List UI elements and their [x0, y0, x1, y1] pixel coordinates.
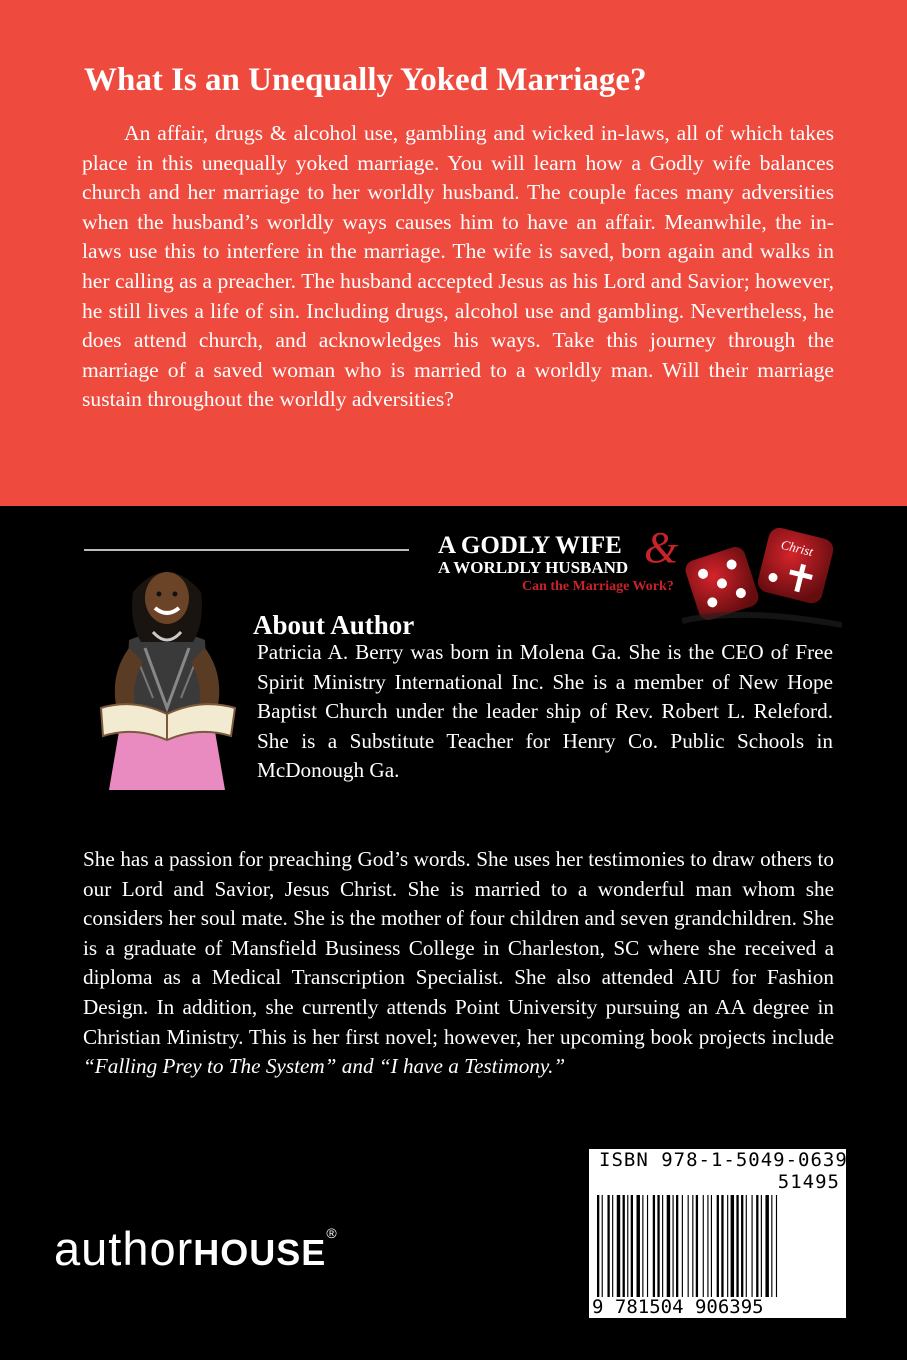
ean-digits: 9 781504 906395: [592, 1296, 764, 1318]
author-photo: [93, 558, 241, 790]
die-left: [683, 544, 761, 622]
book-title-testimony: “I have a Testimony.”: [378, 1054, 566, 1079]
back-cover-top-panel: [0, 0, 907, 506]
blurb-text: An affair, drugs & alcohol use, gambling and wicked in-laws, all of which takes place in this unequally yoked marriage. You will learn how a Godly wife balances church and her marriage to her worldly husband. The couple faces many adversities when the husband’s worldly ways causes him to have an affair. Meanwhile, the in-laws use this to interfere in the marriage. The wife is saved, born again and walks in her calling as a preacher. The husband accepted Jesus as his Lord and Savior; however, he still lives a life of sin. Including drugs, alcohol use and gambling. Nevertheless, he does attend church, and acknowledges his ways. Take this journey through the marriage of a saved woman who is married to a worldly man. Will their marriage sustain throughout the worldly adversities?: [82, 121, 834, 412]
publisher-name-house: HOUSE: [193, 1232, 327, 1273]
title-tagline: Can the Marriage Work?: [522, 579, 674, 594]
title-line-godly-wife: A GODLY WIFE: [438, 532, 622, 559]
registered-mark: ®: [326, 1225, 337, 1241]
about-author-heading: About Author: [253, 610, 415, 640]
divider-line: [84, 549, 409, 551]
book-title-conjunction: and: [336, 1054, 379, 1079]
author-bio-part1: Patricia A. Berry was born in Molena Ga. She is the CEO of Free Spirit Ministry International Inc. She is a member of New Hope Baptist Church under the leader ship of Rev. Robert L. Releford. She is a Substitute Teacher for Henry Co. Public Schools in McDonough Ga.: [257, 640, 833, 783]
author-bio-part2: [83, 845, 834, 1082]
die-christ-label: Christ: [779, 536, 815, 560]
title-line-worldly-husband: A WORLDLY HUSBAND: [438, 558, 629, 577]
price-code: 51495: [777, 1171, 840, 1193]
book-title-logo: [438, 523, 698, 652]
author-bio-text: She has a passion for preaching God’s words. She uses her testimonies to draw others to our Lord and Savior, Jesus Christ. She is married to a wonderful man whom she considers her soul mate. She is the mother of four children and seven grandchildren. She is a graduate of Mansfield Business College in Charleston, SC where she received a diploma as a Medical Transcription Specialist. She also attended AIU for Fashion Design. In addition, she currently attends Point University pursuing an AA degree in Christian Ministry. This is her first novel; however, her upcoming book projects include: [83, 847, 834, 1049]
blurb-heading: What Is an Unequally Yoked Marriage?: [84, 62, 647, 98]
publisher-logo: [54, 1221, 337, 1276]
publisher-name-author: author: [54, 1222, 194, 1275]
red-dice-image: [682, 521, 842, 631]
barcode-bars: [593, 1195, 842, 1297]
isbn-label: ISBN 978-1-5049-0639-5: [599, 1149, 873, 1171]
title-ampersand: &: [644, 523, 679, 572]
book-title-falling-prey: “Falling Prey to The System”: [83, 1054, 337, 1079]
die-right: [756, 526, 836, 606]
isbn-barcode: [589, 1149, 873, 1318]
